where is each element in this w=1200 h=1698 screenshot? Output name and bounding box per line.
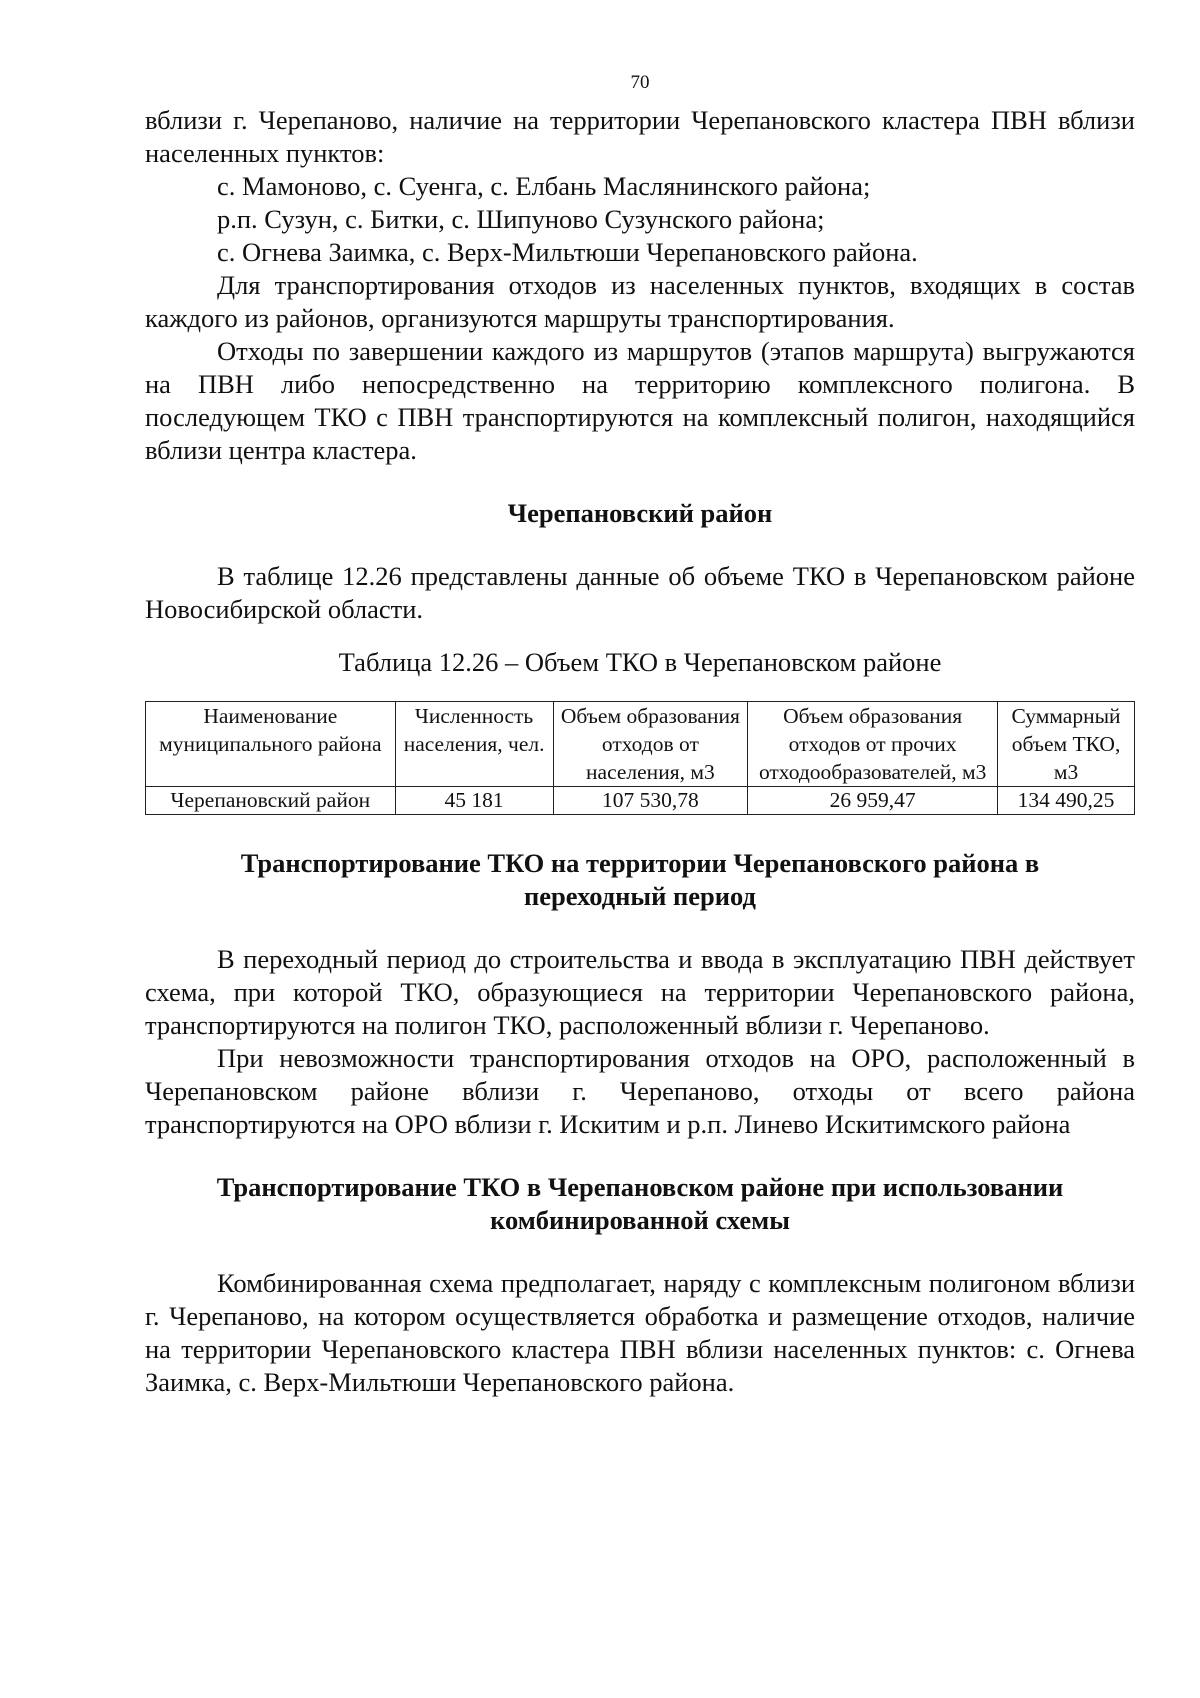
page-number: 70 [630,72,650,93]
waste-volume-table [145,701,1135,815]
waste-unloading-paragraph: Отходы по завершении каждого из маршрутов (этапов маршрута) выгружаются на ПВН либо непосредственно на территорию комплексного полигона. В последующем ТКО с ПВН транспортируются на комплексный полигон, находящийся вблизи центра кластера. [145,336,1135,465]
section-heading-transition: Транспортирование ТКО на территории Черепановского района в переходный период [240,848,1040,911]
intro-paragraph: вблизи г. Черепаново, наличие на территории Черепановского кластера ПВН вблизи населенных пунктов: [145,105,1135,168]
table-cell: 107 530,78 [553,787,748,815]
table-row [146,787,1135,815]
column-header-other-waste: Объем образования отходов от прочих отходообразователей, м3 [748,702,998,787]
column-header-population: Численность населения, чел. [395,702,553,787]
section-heading-combined: Транспортирование ТКО в Черепановском районе при использовании комбинированной схемы [216,1172,1064,1235]
settlement-list-item: р.п. Сузун, с. Битки, с. Шипуново Сузунского района; [217,204,825,234]
fallback-route-paragraph: При невозможности транспортирования отходов на ОРО, расположенный в Черепановском районе вблизи г. Черепаново, отходы от всего района транспортируются на ОРО вблизи г. Искитим и р.п. Линево Искитимского района [145,1043,1135,1139]
table-header-row [146,702,1135,787]
table-caption: Таблица 12.26 – Объем ТКО в Черепановском районе [338,647,942,677]
section-heading-district: Черепановский район [507,498,773,528]
table-cell: 26 959,47 [748,787,998,815]
transition-scheme-paragraph: В переходный период до строительства и ввода в эксплуатацию ПВН действует схема, при которой ТКО, образующиеся на территории Черепановского района, транспортируются на полигон ТКО, расположенный вблизи г. Черепаново. [145,944,1135,1040]
table-cell: 134 490,25 [998,787,1135,815]
table-cell: Черепановский район [146,787,396,815]
table-cell: 45 181 [395,787,553,815]
combined-scheme-paragraph: Комбинированная схема предполагает, наряду с комплексным полигоном вблизи г. Черепаново, на котором осуществляется обработка и размещение отходов, наличие на территории Черепановского кластера ПВН вблизи населенных пунктов: с. Огнева Заимка, с. Верх-Мильтюши Черепановского района. [145,1268,1135,1397]
routes-paragraph: Для транспортирования отходов из населенных пунктов, входящих в состав каждого из районов, организуются маршруты транспортирования. [145,270,1135,333]
column-header-district: Наименование муниципального района [146,702,396,787]
column-header-household-waste: Объем образования отходов от населения, м3 [553,702,748,787]
table-intro-paragraph: В таблице 12.26 представлены данные об объеме ТКО в Черепановском районе Новосибирской области. [145,561,1135,624]
settlement-list-item: с. Мамоново, с. Суенга, с. Елбань Маслянинского района; [217,171,871,201]
document-page [145,60,1135,1399]
settlement-list-item: с. Огнева Заимка, с. Верх-Мильтюши Черепановского района. [217,237,918,267]
column-header-total-waste: Суммарный объем ТКО, м3 [998,702,1135,787]
